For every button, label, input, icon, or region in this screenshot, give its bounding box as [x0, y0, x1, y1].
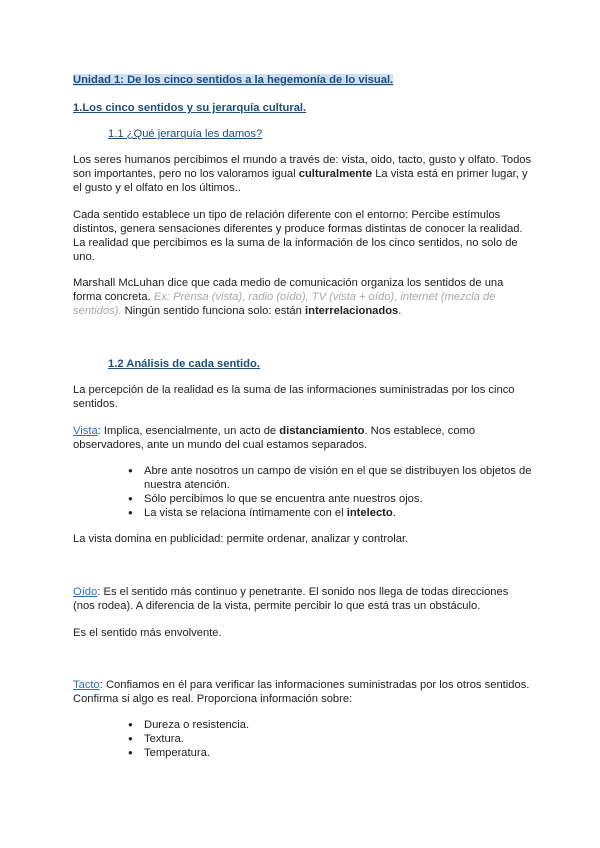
paragraph-oido-envelope: Es el sentido más envolvente. [73, 627, 222, 639]
vista-bullet-list [128, 464, 538, 520]
list-item: ● Abre ante nosotros un campo de visión en el que se distribuyen los objetos de nuestra atención. [128, 464, 538, 492]
paragraph-perception-sum: La percepción de la realidad es la suma de las informaciones suministradas por los cinco sentidos. [73, 384, 515, 410]
paragraph-mcluhan: Marshall McLuhan dice que cada medio de comunicación organiza los sentidos de una forma concreta. Ex: Prensa (vista), radio (oído), TV (vista + oído), internet (mezcla de sentidos). Ningún sentido funciona solo: están interrelacionados. [73, 277, 504, 317]
unit-title: Unidad 1: De los cinco sentidos a la hegemonía de lo visual. [73, 74, 394, 86]
oido-link[interactable]: Oído [73, 586, 98, 598]
list-item: ● Dureza o resistencia. [128, 718, 538, 732]
paragraph-vista: Vista: Implica, esencialmente, un acto de distanciamiento. Nos establece, como observadores, ante un mundo del cual estamos separados. [73, 425, 476, 451]
paragraph-tacto: Tacto: Confiamos en él para verificar las informaciones suministradas por los otros sentidos. Confirma si algo es real. Proporciona información sobre: [73, 679, 530, 705]
list-item: ● Temperatura. [128, 746, 538, 760]
subsection-1-1-title: 1.1 ¿Qué jerarquía les damos? [108, 128, 263, 140]
section-1-title: 1.Los cinco sentidos y su jerarquía cultural. [73, 102, 307, 114]
paragraph-senses-hierarchy: Los seres humanos percibimos el mundo a través de: vista, oido, tacto, gusto y olfato. Todos son importantes, pero no los valoramos igual culturalmente La vista está en primer lugar, y el gusto y el olfato en los últimos.. [73, 154, 532, 194]
list-item: ● Sólo percibimos lo que se encuentra ante nuestros ojos. [128, 492, 538, 506]
subsection-1-2-title: 1.2 Análisis de cada sentido. [108, 358, 260, 370]
paragraph-relation-environment: Cada sentido establece un tipo de relación diferente con el entorno: Percibe estímulos distintos, genera sensaciones diferentes y produce formas distintas de conocer la realidad. La realidad que percibimos es la suma de la información de los cinco sentidos, no solo de uno. [73, 209, 523, 263]
vista-link[interactable]: Vista [73, 425, 98, 437]
tacto-link[interactable]: Tacto [73, 679, 100, 691]
paragraph-vista-advertising: La vista domina en publicidad: permite ordenar, analizar y controlar. [73, 533, 409, 545]
paragraph-oido: Oído: Es el sentido más continuo y penetrante. El sonido nos llega de todas direcciones (nos rodea). A diferencia de la vista, permite percibir lo que está tras un obstáculo. [73, 586, 509, 612]
list-item: ● Textura. [128, 732, 538, 746]
tacto-bullet-list [128, 718, 538, 760]
list-item: ● La vista se relaciona íntimamente con el intelecto. [128, 506, 538, 520]
